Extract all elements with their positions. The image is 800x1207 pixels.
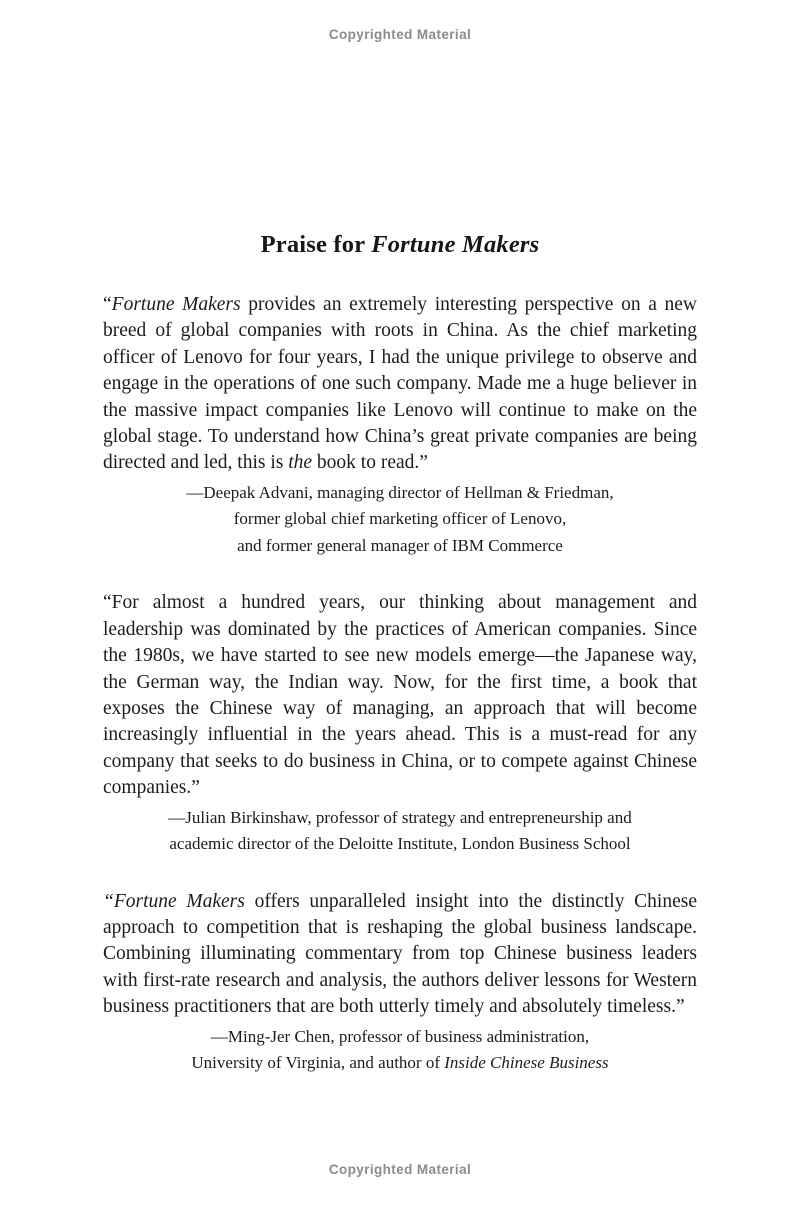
attribution-line: —Ming-Jer Chen, professor of business administration, xyxy=(210,1026,590,1046)
attribution-line: University of Virginia, and author of Inside Chinese Business xyxy=(191,1053,609,1073)
quote-attribution xyxy=(103,805,697,858)
quote-text: “For almost a hundred years, our thinking about management and leadership was dominated by the practices of American companies. Since the 1980s, we have started to see new models emerge—the Japanese way, the German way, the Indian way. Now, for the first time, a book that exposes the Chinese way of managing, an approach that will become increasingly influential in the years ahead. This is a must-read for any company that seeks to do business in China, or to compete against Chinese companies.” xyxy=(103,592,697,799)
quote-text: “Fortune Makers provides an extremely interesting perspective on a new breed of global companies with roots in China. As the chief marketing officer of Lenovo for four years, I had the unique privilege to observe and engage in the operations of one such company. Made me a huge believer in the massive impact companies like Lenovo will continue to make on the global stage. To understand how China’s great private companies are being directed and led, this is the book to read.” xyxy=(103,294,697,474)
praise-quote-2 xyxy=(103,590,697,857)
attribution-line: academic director of the Deloitte Institute, London Business School xyxy=(169,834,631,854)
praise-quote-1 xyxy=(103,292,697,559)
quote-attribution xyxy=(103,1024,697,1077)
attribution-line: former global chief marketing officer of Lenovo, xyxy=(233,509,567,529)
praise-quote-3 xyxy=(103,889,697,1077)
page-title: Praise for Fortune Makers xyxy=(260,231,540,258)
quote-attribution xyxy=(103,480,697,560)
attribution-line: —Deepak Advani, managing director of Hellman & Friedman, xyxy=(186,482,614,502)
quote-text: “Fortune Makers offers unparalleled insight into the distinctly Chinese approach to competition that is reshaping the global business landscape. Combining illuminating commentary from top Chinese business leaders with first-rate research and analysis, the authors deliver lessons for Western business practitioners that are both utterly timely and absolutely timeless.” xyxy=(103,890,697,1018)
attribution-line: and former general manager of IBM Commerce xyxy=(237,535,563,555)
attribution-line: —Julian Birkinshaw, professor of strategy and entrepreneurship and xyxy=(168,807,632,827)
copyright-notice-bottom: Copyrighted Material xyxy=(328,1162,472,1177)
copyright-notice-top: Copyrighted Material xyxy=(328,27,472,42)
